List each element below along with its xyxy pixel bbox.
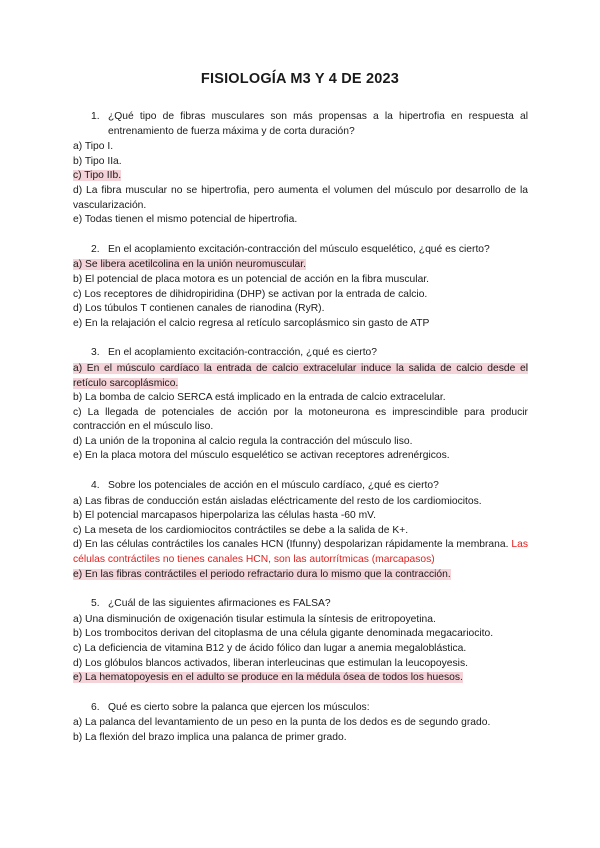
option-e: e) Todas tienen el mismo potencial de hipertrofia. (73, 214, 298, 226)
question-list (73, 110, 528, 761)
highlighted-answer: c) Tipo IIb. (73, 170, 122, 182)
question-number: 4. (91, 480, 100, 492)
option-d: d) Los túbulos T contienen canales de rianodina (RyR). (73, 303, 325, 315)
highlighted-answer: e) La hematopoyesis en el adulto se produce en la médula ósea de todos los huesos. (73, 672, 463, 684)
option-a: a) Tipo I. (73, 141, 114, 153)
option-c: c) La deficiencia de vitamina B12 y de ácido fólico dan lugar a anemia megaloblástica. (73, 643, 467, 654)
question-number: 3. (91, 347, 100, 359)
option-e: e) En la placa motora del músculo esquelético se activan receptores adrenérgicos. (73, 450, 450, 462)
option-e: e) En la relajación el calcio regresa al retículo sarcoplásmico sin gasto de ATP (73, 317, 430, 329)
question-text: ¿Qué tipo de fibras musculares son más propensas a la hipertrofia en respuesta al entrenamiento de fuerza máxima y de corta duración? (108, 111, 528, 137)
question-stem (73, 597, 528, 612)
document-title: FISIOLOGÍA M3 Y 4 DE 2023 (200, 71, 400, 87)
option-a: a) La palanca del levantamiento de un peso en la punta de los dedos es de segundo grado. (73, 717, 491, 729)
option-a-answer (73, 362, 528, 391)
option-d: d) En las células contráctiles los canales HCN (Ifunny) despolarizan rápidamente la membrana. Las células contráctiles no tienes canales HCN, son las autorrítmicas (marcapasos) (73, 539, 528, 566)
question-4 (73, 479, 528, 582)
option-b: b) Tipo IIa. (73, 155, 122, 167)
question-text: En el acoplamiento excitación-contracción, ¿qué es cierto? (108, 347, 378, 359)
question-number: 6. (91, 701, 100, 713)
option-a-answer (73, 258, 528, 273)
question-1 (73, 110, 528, 228)
question-text: ¿Cuál de las siguientes afirmaciones es FALSA? (108, 598, 331, 610)
question-5 (73, 597, 528, 686)
question-stem (73, 243, 528, 258)
option-c: c) La llegada de potenciales de acción por la motoneurona es imprescindible para producir contracción en el músculo liso. (73, 406, 528, 433)
option-e-answer (73, 671, 528, 686)
question-stem (73, 479, 528, 494)
annotation-note: Las células contráctiles no tienes canales HCN, son las autorrítmicas (marcapasos) (73, 539, 528, 566)
option-b: b) La bomba de calcio SERCA está implicado en la entrada de calcio extracelular. (73, 392, 446, 404)
option-b: b) Los trombocitos derivan del citoplasma de una célula gigante denominada megacariocito. (73, 628, 494, 640)
option-d: d) La unión de la troponina al calcio regula la contracción del músculo liso. (73, 435, 413, 447)
option-c: c) La meseta de los cardiomiocitos contráctiles se debe a la salida de K+. (73, 524, 409, 536)
question-stem (73, 346, 528, 361)
question-stem (73, 701, 528, 716)
question-3 (73, 346, 528, 464)
question-text: Qué es cierto sobre la palanca que ejercen los músculos: (108, 701, 370, 713)
option-a: a) Una disminución de oxigenación tisular estimula la síntesis de eritropoyetina. (73, 613, 436, 625)
question-stem (73, 110, 528, 139)
question-number: 1. (91, 111, 100, 122)
option-b: b) El potencial marcapasos hiperpolariza las células hasta -60 mV. (73, 510, 376, 522)
option-b: b) El potencial de placa motora es un potencial de acción en la fibra muscular. (73, 273, 430, 285)
question-text: Sobre los potenciales de acción en el músculo cardíaco, ¿qué es cierto? (108, 480, 439, 492)
option-d: d) Los glóbulos blancos activados, liberan interleucinas que estimulan la leucopoyesis. (73, 657, 468, 669)
option-e-answer (73, 568, 528, 583)
question-number: 2. (91, 243, 100, 255)
option-b: b) La flexión del brazo implica una palanca de primer grado. (73, 731, 347, 743)
option-c-answer (73, 169, 528, 184)
question-6 (73, 701, 528, 746)
option-a: a) Las fibras de conducción están aisladas eléctricamente del resto de los cardiomiocitos. (73, 495, 482, 507)
option-d: d) La fibra muscular no se hipertrofia, pero aumenta el volumen del músculo por desarrollo de la vascularización. (73, 184, 528, 211)
highlighted-answer: a) Se libera acetilcolina en la unión neuromuscular. (73, 259, 306, 271)
question-text: En el acoplamiento excitación-contracción del músculo esquelético, ¿qué es cierto? (108, 243, 490, 255)
highlighted-answer: a) En el músculo cardíaco la entrada de calcio extracelular induce la salida de calcio desde el retículo sarcoplásmico. (73, 362, 528, 389)
question-number: 5. (91, 598, 100, 610)
question-2 (73, 243, 528, 332)
highlighted-answer: e) En las fibras contráctiles el periodo refractario dura lo mismo que la contracción. (73, 568, 451, 580)
option-c: c) Los receptores de dihidropiridina (DHP) se activan por la entrada de calcio. (73, 288, 428, 300)
